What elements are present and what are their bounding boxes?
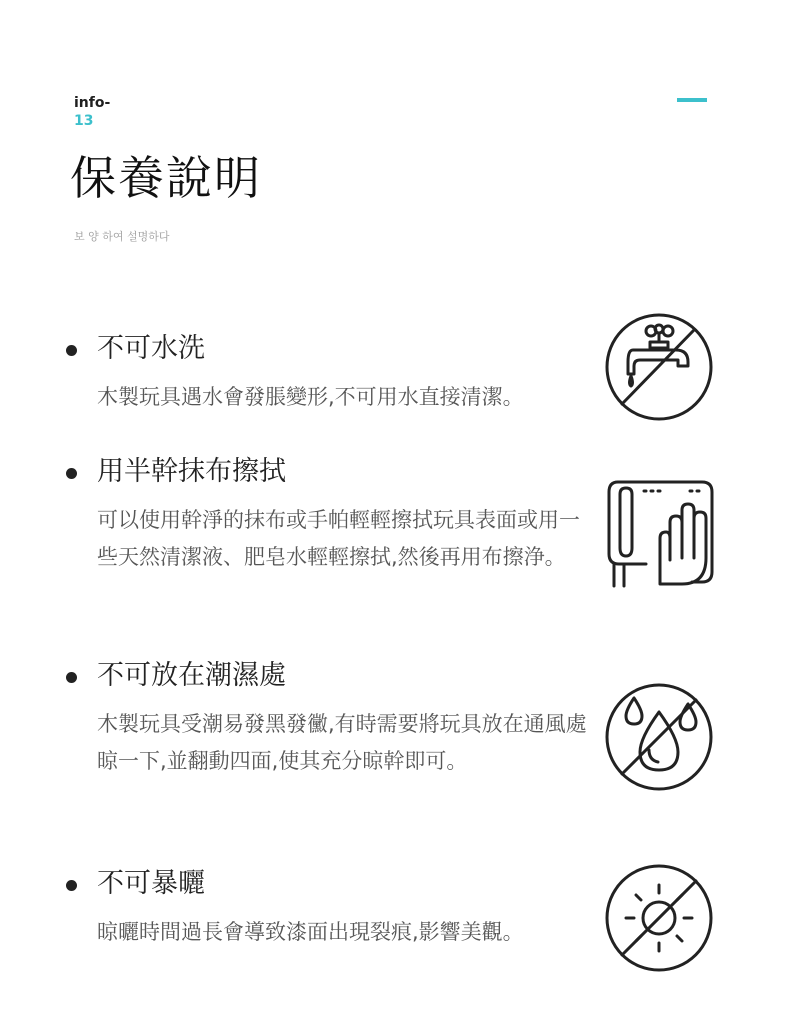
page-subtitle: 보 양 하여 설명하다 <box>74 230 170 243</box>
bullet <box>66 345 77 356</box>
section-body: 晾曬時間過長會導致漆面出現裂痕,影響美觀。 <box>97 920 524 944</box>
accent-bar <box>677 98 707 102</box>
no-water-drops-icon <box>604 682 714 792</box>
no-faucet-icon <box>604 312 714 422</box>
info-label: info- <box>74 95 111 111</box>
bullet <box>66 672 77 683</box>
section-body: 木製玩具受潮易發黑發黴,有時需要將玩具放在通風處晾一下,並翻動四面,使其充分晾幹即可。 <box>97 712 587 773</box>
hand-wipe-icon <box>606 480 716 590</box>
section-heading: 不可放在潮濕處 <box>97 660 286 691</box>
section-body: 木製玩具遇水會發脹變形,不可用水直接清潔。 <box>97 385 524 409</box>
section-body: 可以使用幹淨的抹布或手帕輕輕擦拭玩具表面或用一些天然清潔液、肥皂水輕輕擦拭,然後再用布擦浄。 <box>97 508 580 569</box>
bullet <box>66 880 77 891</box>
section-heading: 不可暴曬 <box>97 868 205 899</box>
page-title: 保養說明 <box>70 151 262 205</box>
bullet <box>66 468 77 479</box>
no-sun-icon <box>604 863 714 973</box>
info-number: 13 <box>74 113 94 129</box>
section-heading: 用半幹抹布擦拭 <box>97 456 286 487</box>
section-heading: 不可水洗 <box>97 333 205 364</box>
